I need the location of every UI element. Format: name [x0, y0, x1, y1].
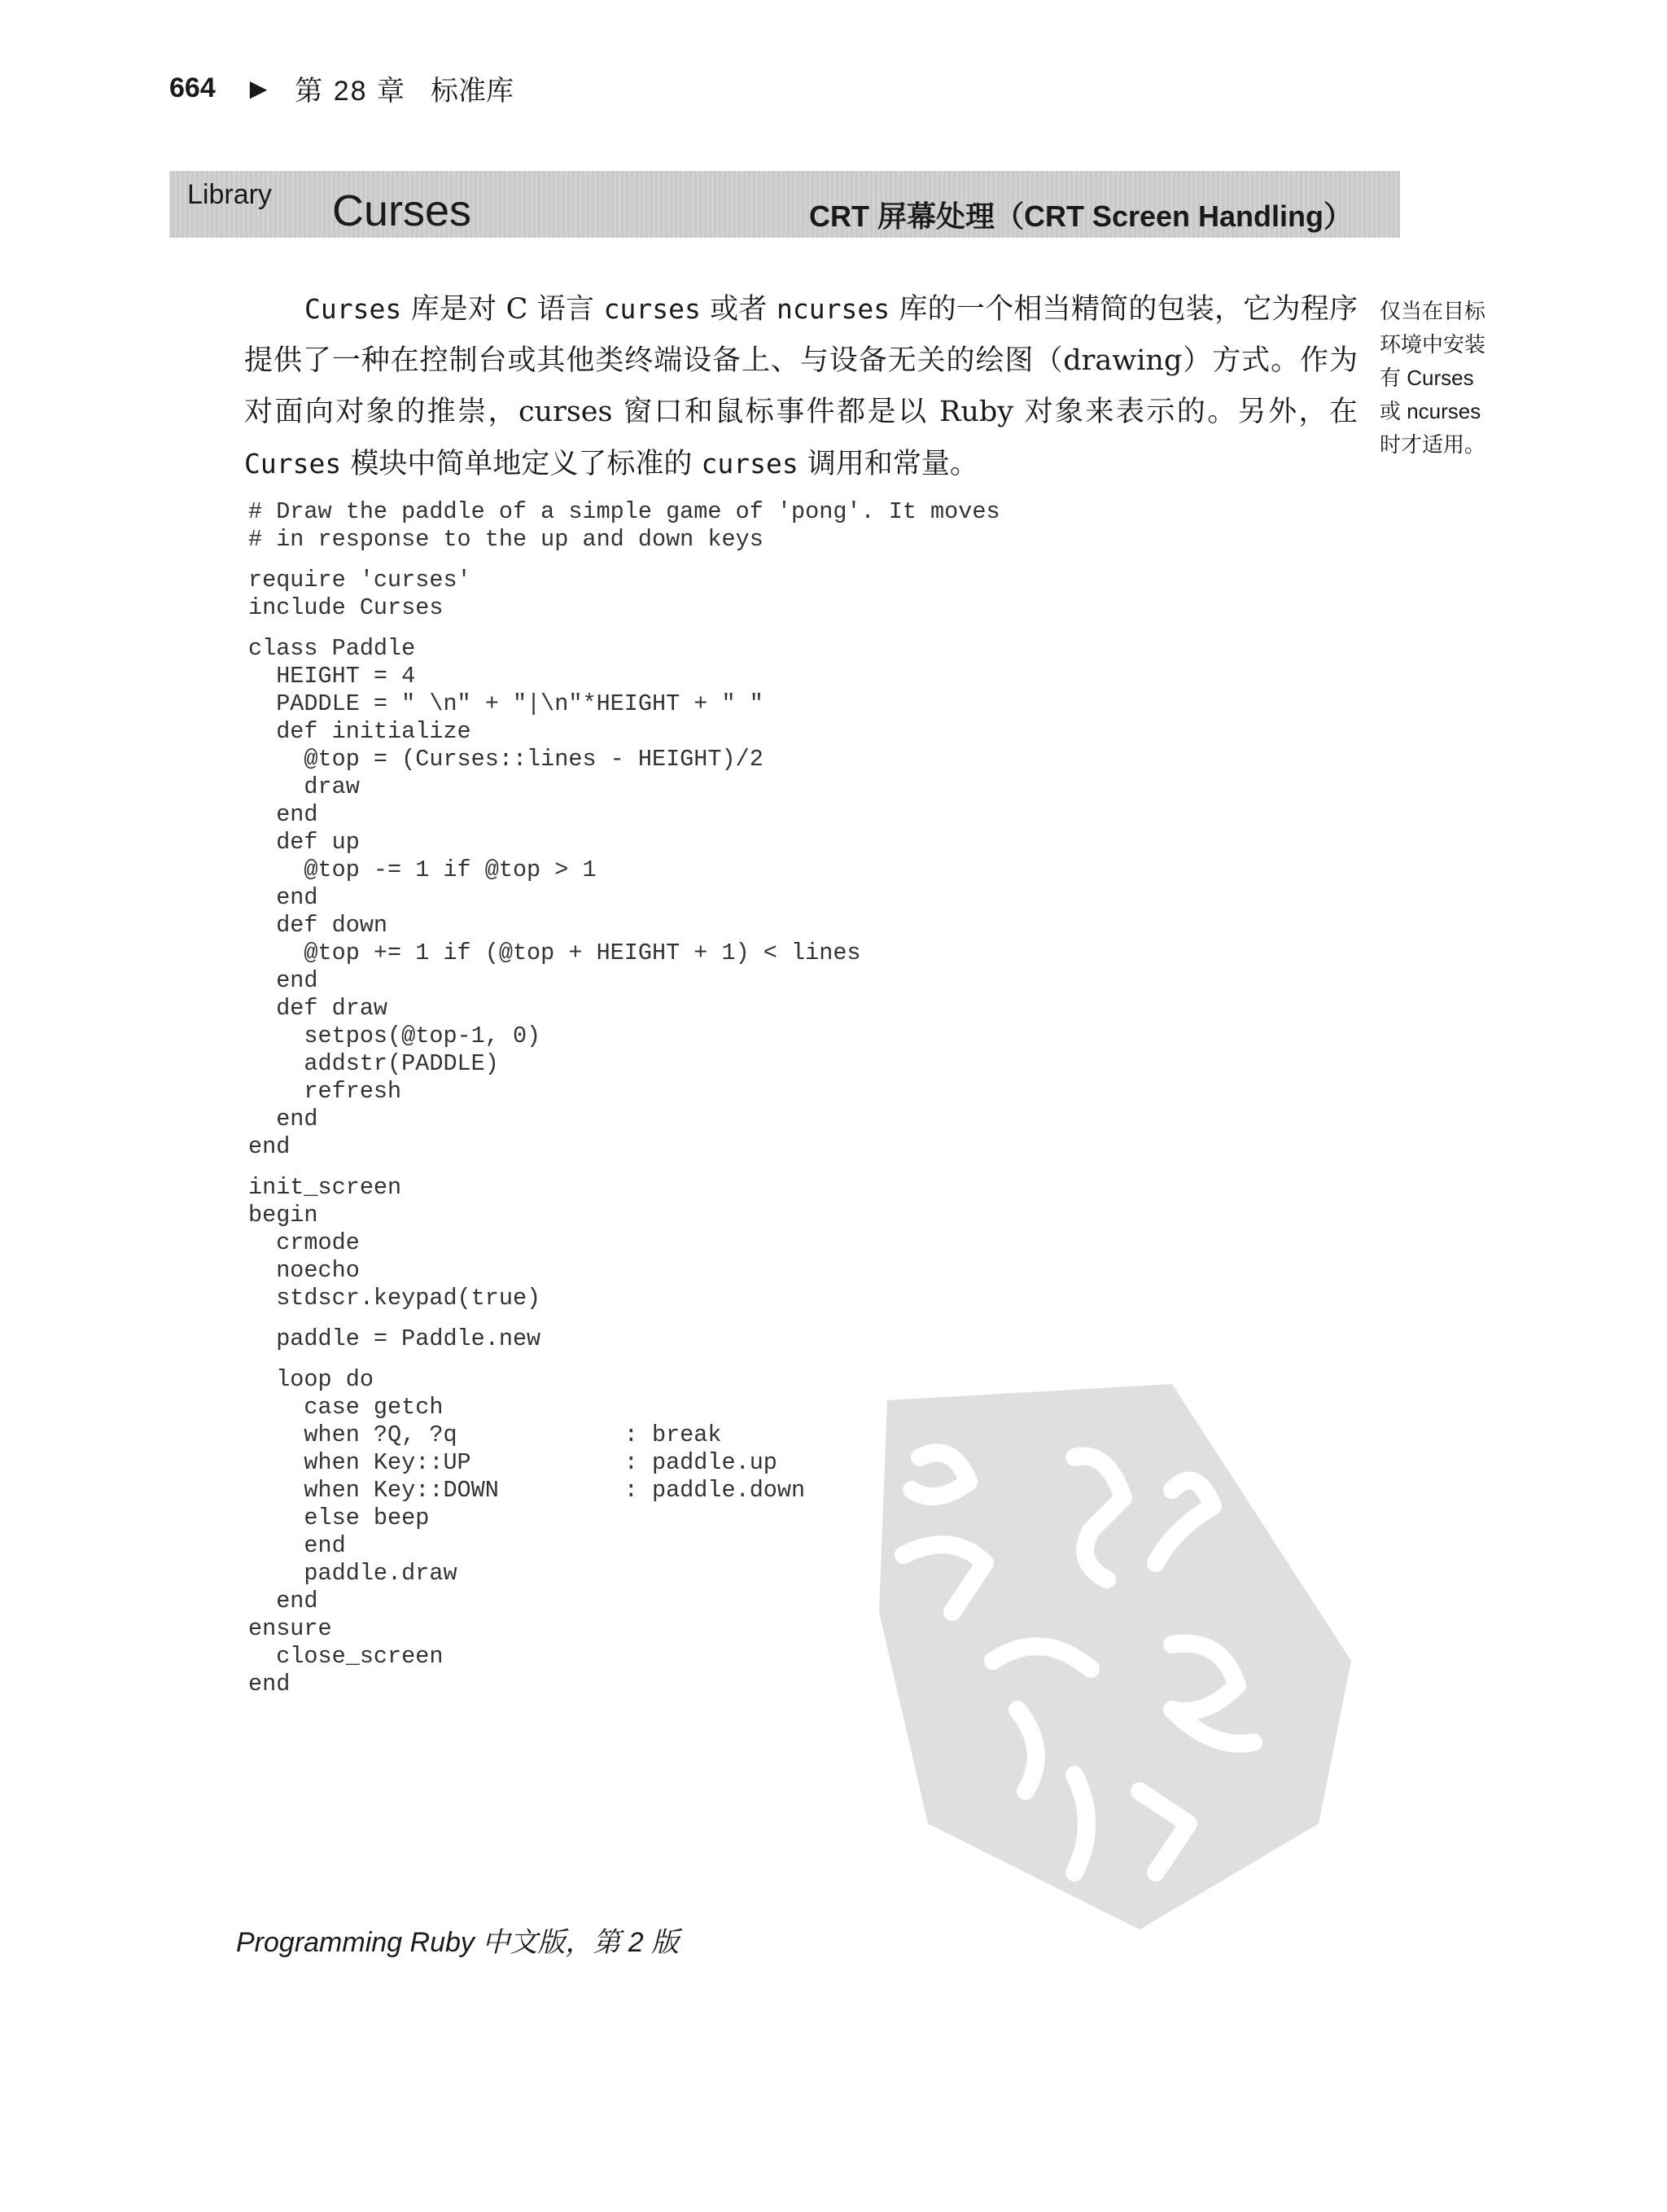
code-line: @top += 1 if (@top + HEIGHT + 1) < lines: [248, 940, 861, 966]
code-line: end: [248, 884, 318, 911]
code-line: class Paddle: [248, 635, 416, 662]
code-line: when Key::UP : paddle.up: [248, 1449, 777, 1476]
library-name: Curses: [332, 186, 472, 235]
code-gap: [248, 622, 1000, 635]
code-line: require 'curses': [248, 567, 471, 594]
code-line: # in response to the up and down keys: [248, 526, 763, 553]
intro-code-term: ncurses: [777, 293, 890, 325]
running-head: [169, 68, 514, 108]
code-line: refresh: [248, 1078, 402, 1105]
code-line: else beep: [248, 1505, 430, 1531]
code-line: paddle.draw: [248, 1560, 457, 1587]
code-line: end: [248, 801, 318, 828]
code-line: def up: [248, 829, 360, 856]
intro-text: 模块中简单地定义了标准的: [341, 448, 702, 480]
code-line: HEIGHT = 4: [248, 663, 416, 690]
library-subtitle: CRT 屏幕处理（CRT Screen Handling）: [808, 199, 1353, 233]
code-line: paddle = Paddle.new: [248, 1325, 541, 1352]
code-line: include Curses: [248, 594, 444, 621]
intro-code-term: curses: [701, 448, 798, 480]
intro-text: 调用和常量。: [798, 448, 978, 480]
code-line: crmode: [248, 1229, 360, 1256]
code-line: ensure: [248, 1615, 332, 1642]
code-line: begin: [248, 1202, 318, 1229]
code-line: end: [248, 1133, 291, 1160]
code-line: close_screen: [248, 1643, 444, 1670]
margin-note-line: 环境中安装: [1380, 332, 1486, 357]
intro-code-term: Curses: [244, 448, 342, 480]
code-gap: [248, 1312, 1000, 1325]
code-line: def draw: [248, 995, 388, 1022]
banner-tag: Library: [187, 179, 272, 210]
chapter-title: 标准库: [431, 76, 514, 107]
footer-title: Programming Ruby 中文版，第 2 版: [236, 1927, 680, 1958]
code-line: when Key::DOWN : paddle.down: [248, 1477, 806, 1504]
chapter-label: 第 28 章: [295, 76, 406, 107]
intro-paragraph: [244, 283, 1358, 490]
code-gap: [248, 1161, 1000, 1174]
code-line: @top = (Curses::lines - HEIGHT)/2: [248, 746, 763, 773]
code-line: init_screen: [248, 1174, 402, 1201]
intro-code-term: Curses: [304, 293, 402, 325]
code-line: noecho: [248, 1257, 360, 1284]
margin-note-line: 或 ncurses: [1380, 399, 1481, 423]
margin-note-line: 时才适用。: [1380, 432, 1486, 457]
code-line: def down: [248, 912, 388, 939]
code-line: case getch: [248, 1394, 444, 1421]
margin-note-line: 有 Curses: [1380, 366, 1474, 390]
code-line: end: [248, 1106, 318, 1132]
code-line: # Draw the paddle of a simple game of 'pong'. It moves: [248, 498, 1000, 525]
page-number: 664: [169, 72, 216, 103]
code-line: stdscr.keypad(true): [248, 1285, 541, 1312]
code-line: def initialize: [248, 718, 471, 745]
code-line: setpos(@top-1, 0): [248, 1023, 541, 1049]
code-gap: [248, 1353, 1000, 1366]
intro-code-term: curses: [603, 293, 701, 325]
code-line: draw: [248, 773, 360, 800]
code-line: end: [248, 967, 318, 994]
code-line: loop do: [248, 1366, 374, 1393]
triangle-right-icon: ▶: [249, 76, 268, 101]
code-line: end: [248, 1671, 291, 1697]
code-line: PADDLE = " \n" + "|\n"*HEIGHT + " ": [248, 690, 763, 717]
margin-note-line: 仅当在目标: [1380, 299, 1486, 323]
code-gap: [248, 554, 1000, 567]
seal-stamp-watermark: [830, 1368, 1400, 1938]
code-line: addstr(PADDLE): [248, 1050, 499, 1077]
code-line: @top -= 1 if @top > 1: [248, 856, 597, 883]
code-line: end: [248, 1532, 346, 1559]
intro-text: 库的一个相当精简的包装，它为程序提供了一种在控制台或其他类终端设备上、与设备无关的绘图（drawing）方式。作为对面向对象的推崇，curses 窗口和鼠标事件都是以 Ruby 对象来表示的。另外，在: [244, 293, 1358, 428]
code-line: end: [248, 1588, 318, 1614]
library-banner: [169, 171, 1400, 238]
intro-text: 库是对 C 语言: [401, 293, 604, 326]
code-line: when ?Q, ?q : break: [248, 1421, 722, 1448]
intro-text: 或者: [700, 293, 777, 326]
margin-note: [1380, 295, 1510, 462]
